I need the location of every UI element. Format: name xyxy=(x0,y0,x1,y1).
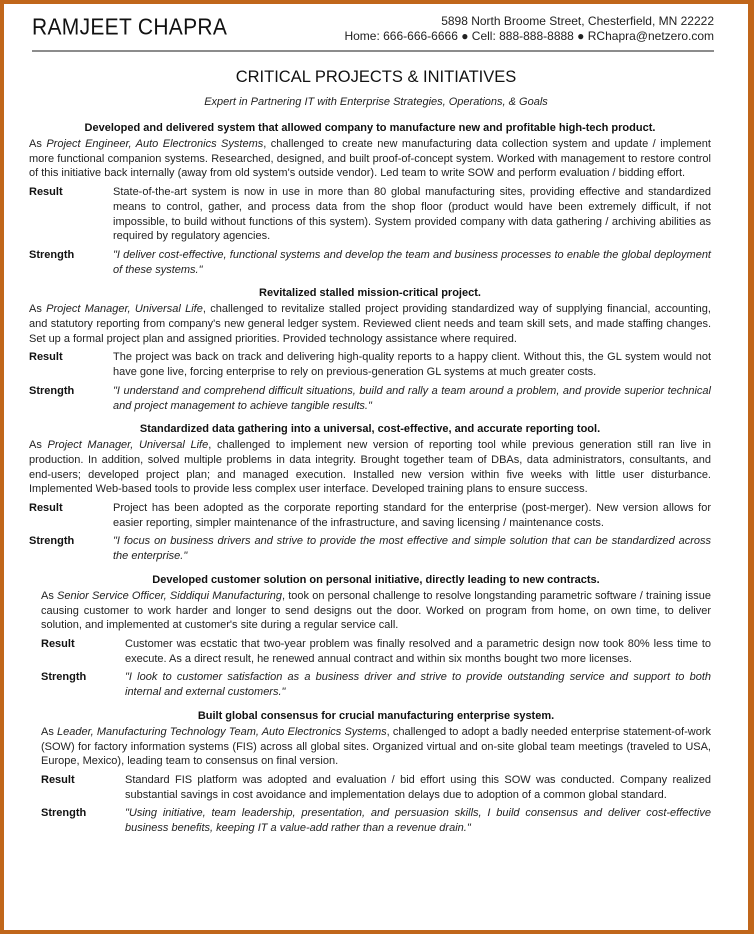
result-text: Project has been adopted as the corporate reporting standard for the enterprise (post-merger). New version allows for easier reporting, simpler maintenance of the infrastructure, and saving licensing / maintenance costs. xyxy=(113,502,711,529)
contact-block xyxy=(344,14,714,44)
strength-text: "I focus on business drivers and strive to provide the most effective and simple solution that can be standardized across the enterprise." xyxy=(113,535,711,563)
project-item xyxy=(29,422,711,564)
section-tagline: Expert in Partnering IT with Enterprise Strategies, Operations, & Goals xyxy=(204,96,548,108)
result-label: Result xyxy=(29,502,63,515)
strength-label: Strength xyxy=(29,535,75,548)
result-row xyxy=(41,637,711,666)
strength-row xyxy=(41,806,711,835)
strength-text: "I look to customer satisfaction as a business driver and strive to provide outstanding service and support to both internal and external customers." xyxy=(125,671,711,699)
project-title: Built global consensus for crucial manufacturing enterprise system. xyxy=(197,709,555,722)
project-role: Project Manager, Universal Life xyxy=(46,303,203,316)
project-title: Standardized data gathering into a universal, cost-effective, and accurate reporting tool. xyxy=(139,423,601,436)
strength-row xyxy=(29,248,711,277)
project-title: Revitalized stalled mission-critical project. xyxy=(259,287,481,300)
strength-row xyxy=(29,384,711,413)
result-label: Result xyxy=(41,773,75,786)
project-description: As Project Engineer, Auto Electronics Systems, challenged to create new manufacturing data collection system and update / implement more functional companion systems. Researched, designed, and built proof-of-concept system. Worked with management to restore control of this initiative back internally (away from old system's outside vendor). Led team to write SOW and perform evaluation / bidding effort. xyxy=(29,138,711,180)
result-label: Result xyxy=(41,637,75,650)
project-description: As Project Manager, Universal Life, challenged to implement new version of reporting tool while previous generation still ran live in production. In addition, solved multiple problems in data integrity. Brought together team of DBAs, data administrators, consultants, and end-users; developed project plan; and managed execution. Installed new version within five weeks with little user disturbance. Implemented Web-based tools to provide less complex user interface. Developed training plans to ensure success. xyxy=(29,439,711,496)
strength-label: Strength xyxy=(29,248,75,261)
project-item xyxy=(29,121,711,277)
project-item xyxy=(29,709,711,836)
result-text: Standard FIS platform was adopted and evaluation / bid effort using this SOW was conducted. Company realized substantial savings in cost avoidance and implementation delays due to adoption of a common global standard. xyxy=(125,773,711,801)
result-text: Customer was ecstatic that two-year problem was finally resolved and a parametric design now took 80% less time to execute. As a direct result, he renewed annual contract and within six months bought two more licenses. xyxy=(125,637,711,665)
strength-label: Strength xyxy=(41,807,87,820)
project-item xyxy=(29,573,711,700)
strength-text: "I deliver cost-effective, functional systems and develop the team and business processes to enable the global deployment of these systems." xyxy=(113,248,711,276)
project-role: Project Engineer, Auto Electronics Systems xyxy=(46,138,264,150)
result-text: State-of-the-art system is now in use in more than 80 global manufacturing sites, providing effective and standardized means to control, gather, and process data from the shop floor (product would have been extremely difficult, if not impossible, to build without functions of this system). System provided company with data gathering / archiving abilities as required by regulatory agencies. xyxy=(113,186,711,243)
result-label: Result xyxy=(29,351,63,364)
strength-text: "I understand and comprehend difficult situations, build and rally a team around a problem, and provide superior technical and project management to achieve tangible results." xyxy=(113,384,711,412)
strength-text: "Using initiative, team leadership, presentation, and persuasion skills, I build consensus and deliver cost-effective business benefits, keeping IT a value-add rather than a revenue drain." xyxy=(125,807,711,835)
projects-list xyxy=(29,121,711,845)
contact-line: Home: 666-666-6666 ● Cell: 888-888-8888 ● RChapra@netzero.com xyxy=(344,29,714,43)
resume-page xyxy=(4,4,748,930)
strength-label: Strength xyxy=(41,671,87,684)
result-row xyxy=(29,185,711,244)
project-title: Developed customer solution on personal initiative, directly leading to new contracts. xyxy=(152,573,600,586)
section-title: CRITICAL PROJECTS & INITIATIVES xyxy=(235,68,517,86)
project-role: Leader, Manufacturing Technology Team, Auto Electronics Systems xyxy=(57,725,387,738)
result-row xyxy=(29,350,711,379)
strength-label: Strength xyxy=(29,384,75,397)
result-text: The project was back on track and delivering high-quality reports to a happy client. Without this, the GL system would not have gone live, forcing enterprise to rely on previous-generation GL systems at much greater costs. xyxy=(113,351,711,379)
strength-row xyxy=(41,670,711,699)
project-description: As Senior Service Officer, Siddiqui Manufacturing, took on personal challenge to resolve longstanding parametric software / training issue causing customer to work harder and longer to send designs out the door. Worked on program from home, on own time, to deliver solution, and implemented at customer's site during a regular service call. xyxy=(41,589,711,632)
resume-header xyxy=(32,12,714,52)
project-description: As Project Manager, Universal Life, challenged to revitalize stalled project providing standardized way of supplying financial, accounting, and statutory reporting from company's new general ledger system. Reviewed client needs and team skill sets, and made staffing changes. Set up a formal project plan and assigned priorities. Provided technology assistance where required. xyxy=(29,303,711,345)
result-row xyxy=(29,501,711,530)
project-item xyxy=(29,286,711,413)
project-description: As Leader, Manufacturing Technology Team, Auto Electronics Systems, challenged to adopt a badly needed enterprise statement-of-work (SOW) for factory information systems (FIS) across all global sites. Organized virtual and on-site global team meetings (traveled to USA, Europe, Mexico), leading team to consensus on final version. xyxy=(41,725,711,768)
result-label: Result xyxy=(29,186,63,199)
result-row xyxy=(41,773,711,802)
candidate-name: RAMJEET CHAPRA xyxy=(32,15,228,40)
project-role: Senior Service Officer, Siddiqui Manufacturing xyxy=(57,589,282,602)
address: 5898 North Broome Street, Chesterfield, MN 22222 xyxy=(441,14,714,28)
strength-row xyxy=(29,534,711,563)
project-title: Developed and delivered system that allowed company to manufacture new and profitable high-tech product. xyxy=(84,122,656,134)
project-role: Project Manager, Universal Life xyxy=(47,439,209,452)
